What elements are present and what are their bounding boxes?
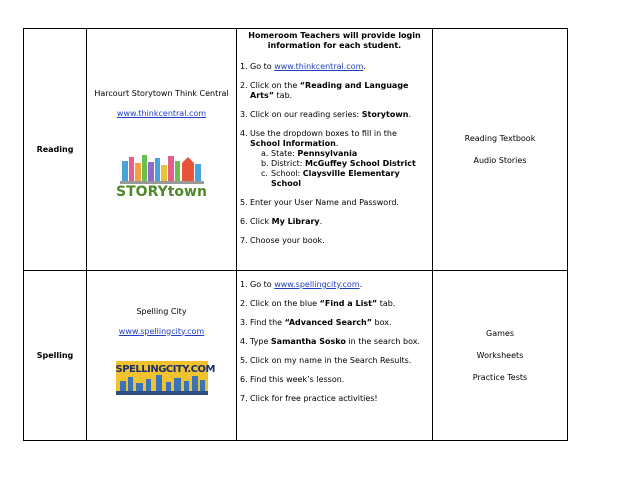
step-7: 7. Click for free practice activities! xyxy=(240,394,378,403)
resource-item: Games xyxy=(486,328,514,338)
subject-label: Reading xyxy=(36,144,74,154)
step-1: 1. Go to www.thinkcentral.com. xyxy=(240,62,366,71)
step-1: 1. Go to www.spellingcity.com. xyxy=(240,280,363,289)
school-info-school: c. School: Claysville Elementary School xyxy=(261,169,400,188)
table-row-spelling xyxy=(24,271,568,441)
source-cell xyxy=(87,29,237,271)
spellingcity-logo-text: SPELLINGCITY.COM xyxy=(115,363,215,375)
resource-table xyxy=(23,28,568,441)
step-3: 3. Find the “Advanced Search” box. xyxy=(240,318,392,327)
resource-item: Audio Stories xyxy=(473,155,527,165)
spellingcity-logo xyxy=(115,361,215,395)
storytown-logo-text: STORYtown xyxy=(116,183,207,200)
source-link[interactable]: www.spellingcity.com xyxy=(118,326,205,336)
source-cell xyxy=(87,271,237,441)
instructions-cell xyxy=(237,271,433,441)
step-5: 5. Click on my name in the Search Results. xyxy=(240,356,412,365)
step-3: 3. Click on our reading series: Storytown. xyxy=(240,110,411,119)
step-6: 6. Click My Library. xyxy=(240,217,323,226)
step-5: 5. Enter your User Name and Password. xyxy=(240,198,399,207)
source-name: Harcourt Storytown Think Central xyxy=(94,88,229,98)
table-row-reading xyxy=(24,29,568,271)
instructions-cell xyxy=(237,29,433,271)
thinkcentral-link[interactable]: www.thinkcentral.com xyxy=(274,62,364,71)
spellingcity-link[interactable]: www.spellingcity.com xyxy=(274,280,360,289)
subject-cell xyxy=(24,271,87,441)
resources-cell xyxy=(433,271,568,441)
step-6: 6. Find this week’s lesson. xyxy=(240,375,345,384)
resource-item: Worksheets xyxy=(476,350,524,360)
source-link[interactable]: www.thinkcentral.com xyxy=(116,108,207,118)
subject-cell xyxy=(24,29,87,271)
step-7: 7. Choose your book. xyxy=(240,236,325,245)
resource-item: Practice Tests xyxy=(472,372,528,382)
step-4: 4. Type Samantha Sosko in the search box. xyxy=(240,337,421,346)
resource-item: Reading Textbook xyxy=(464,133,536,143)
source-name: Spelling City xyxy=(136,306,187,316)
step-2: 2. Click on the blue “Find a List” tab. xyxy=(240,299,396,308)
resources-cell xyxy=(433,29,568,271)
storytown-logo xyxy=(116,153,208,203)
step-2: 2. Click on the “Reading and Language Arts” tab. xyxy=(240,81,409,100)
subject-label: Spelling xyxy=(36,350,74,360)
school-info-district: b. District: McGuffey School District xyxy=(261,159,416,168)
instructions-header: Homeroom Teachers will provide login information for each student. xyxy=(248,31,421,50)
school-info-state: a. State: Pennsylvania xyxy=(261,149,358,158)
step-4: 4. Use the dropdown boxes to fill in the School Information. xyxy=(240,129,397,148)
